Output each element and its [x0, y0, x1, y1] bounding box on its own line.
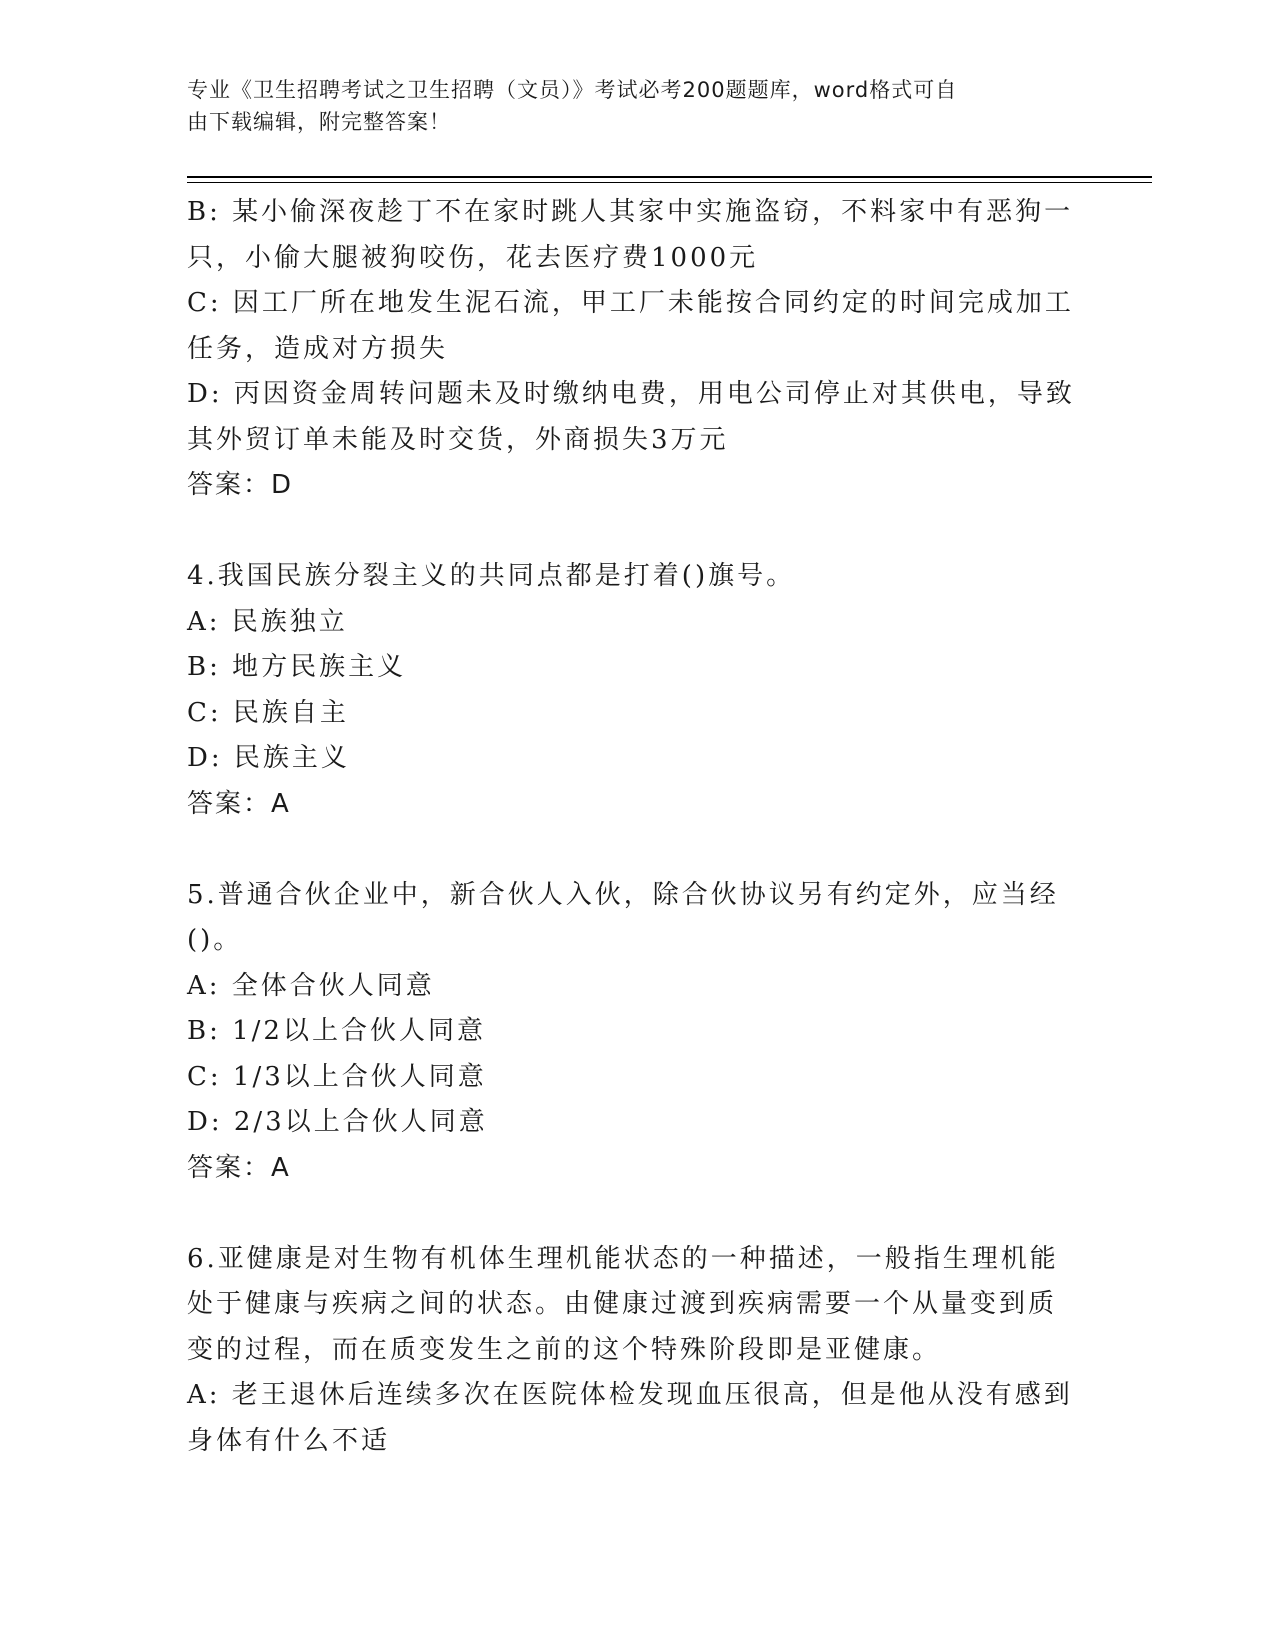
option-d: D: 2/3以上合伙人同意: [187, 1107, 488, 1137]
question-stem-cont: 变的过程，而在质变发生之前的这个特殊阶段即是亚健康。: [187, 1334, 942, 1365]
answer-label: 答案：A: [187, 788, 291, 819]
document-body: [187, 190, 1087, 1464]
question-stem: 6.亚健康是对生物有机体生理机能状态的一种描述，一般指生理机能: [187, 1243, 1059, 1274]
question-5: [187, 873, 1087, 1192]
question-stem-cont: ()。: [187, 925, 243, 955]
question-stem: 5.普通合伙企业中，新合伙人入伙，除合伙协议另有约定外，应当经: [187, 879, 1059, 910]
question-stem: 4.我国民族分裂主义的共同点都是打着()旗号。: [187, 561, 796, 591]
question-stem-cont: 处于健康与疾病之间的状态。由健康过渡到疾病需要一个从量变到质: [187, 1289, 1058, 1319]
option-d: D: 丙因资金周转问题未及时缴纳电费，用电公司停止对其供电，导致: [187, 379, 1075, 409]
option-a: A: 老王退休后连续多次在医院体检发现血压很高，但是他从没有感到: [187, 1380, 1073, 1410]
option-a: A: 民族独立: [187, 606, 348, 637]
spacer: [187, 509, 1087, 555]
document-header: [187, 74, 1087, 138]
option-a-cont: 身体有什么不适: [187, 1425, 391, 1456]
option-c: C: 1/3以上合伙人同意: [187, 1061, 487, 1092]
option-b: B: 地方民族主义: [187, 652, 407, 682]
spacer: [187, 1191, 1087, 1237]
question-3-continued: [187, 190, 1087, 509]
option-c-cont: 任务，造成对方损失: [187, 333, 449, 364]
answer-label: 答案：D: [187, 470, 294, 500]
header-line: 由下载编辑，附完整答案！: [187, 110, 451, 134]
option-b-cont: 只，小偷大腿被狗咬伤，花去医疗费1000元: [187, 242, 759, 273]
header-divider-thin: [187, 182, 1152, 183]
header-divider: [187, 176, 1152, 178]
option-c: C: 因工厂所在地发生泥石流，甲工厂未能按合同约定的时间完成加工: [187, 288, 1074, 318]
option-d: D: 民族主义: [187, 743, 350, 773]
header-line: 专业《卫生招聘考试之卫生招聘（文员）》考试必考200题题库，word格式可自: [187, 78, 958, 102]
question-6: [187, 1237, 1087, 1465]
option-b: B: 1/2以上合伙人同意: [187, 1016, 486, 1046]
option-a: A: 全体合伙人同意: [187, 970, 435, 1001]
option-b: B: 某小偷深夜趁丁不在家时跳人其家中实施盗窃，不料家中有恶狗一: [187, 197, 1074, 227]
question-4: [187, 554, 1087, 827]
spacer: [187, 827, 1087, 873]
answer-label: 答案：A: [187, 1152, 291, 1183]
option-c: C: 民族自主: [187, 697, 349, 728]
option-d-cont: 其外贸订单未能及时交货，外商损失3万元: [187, 424, 729, 455]
